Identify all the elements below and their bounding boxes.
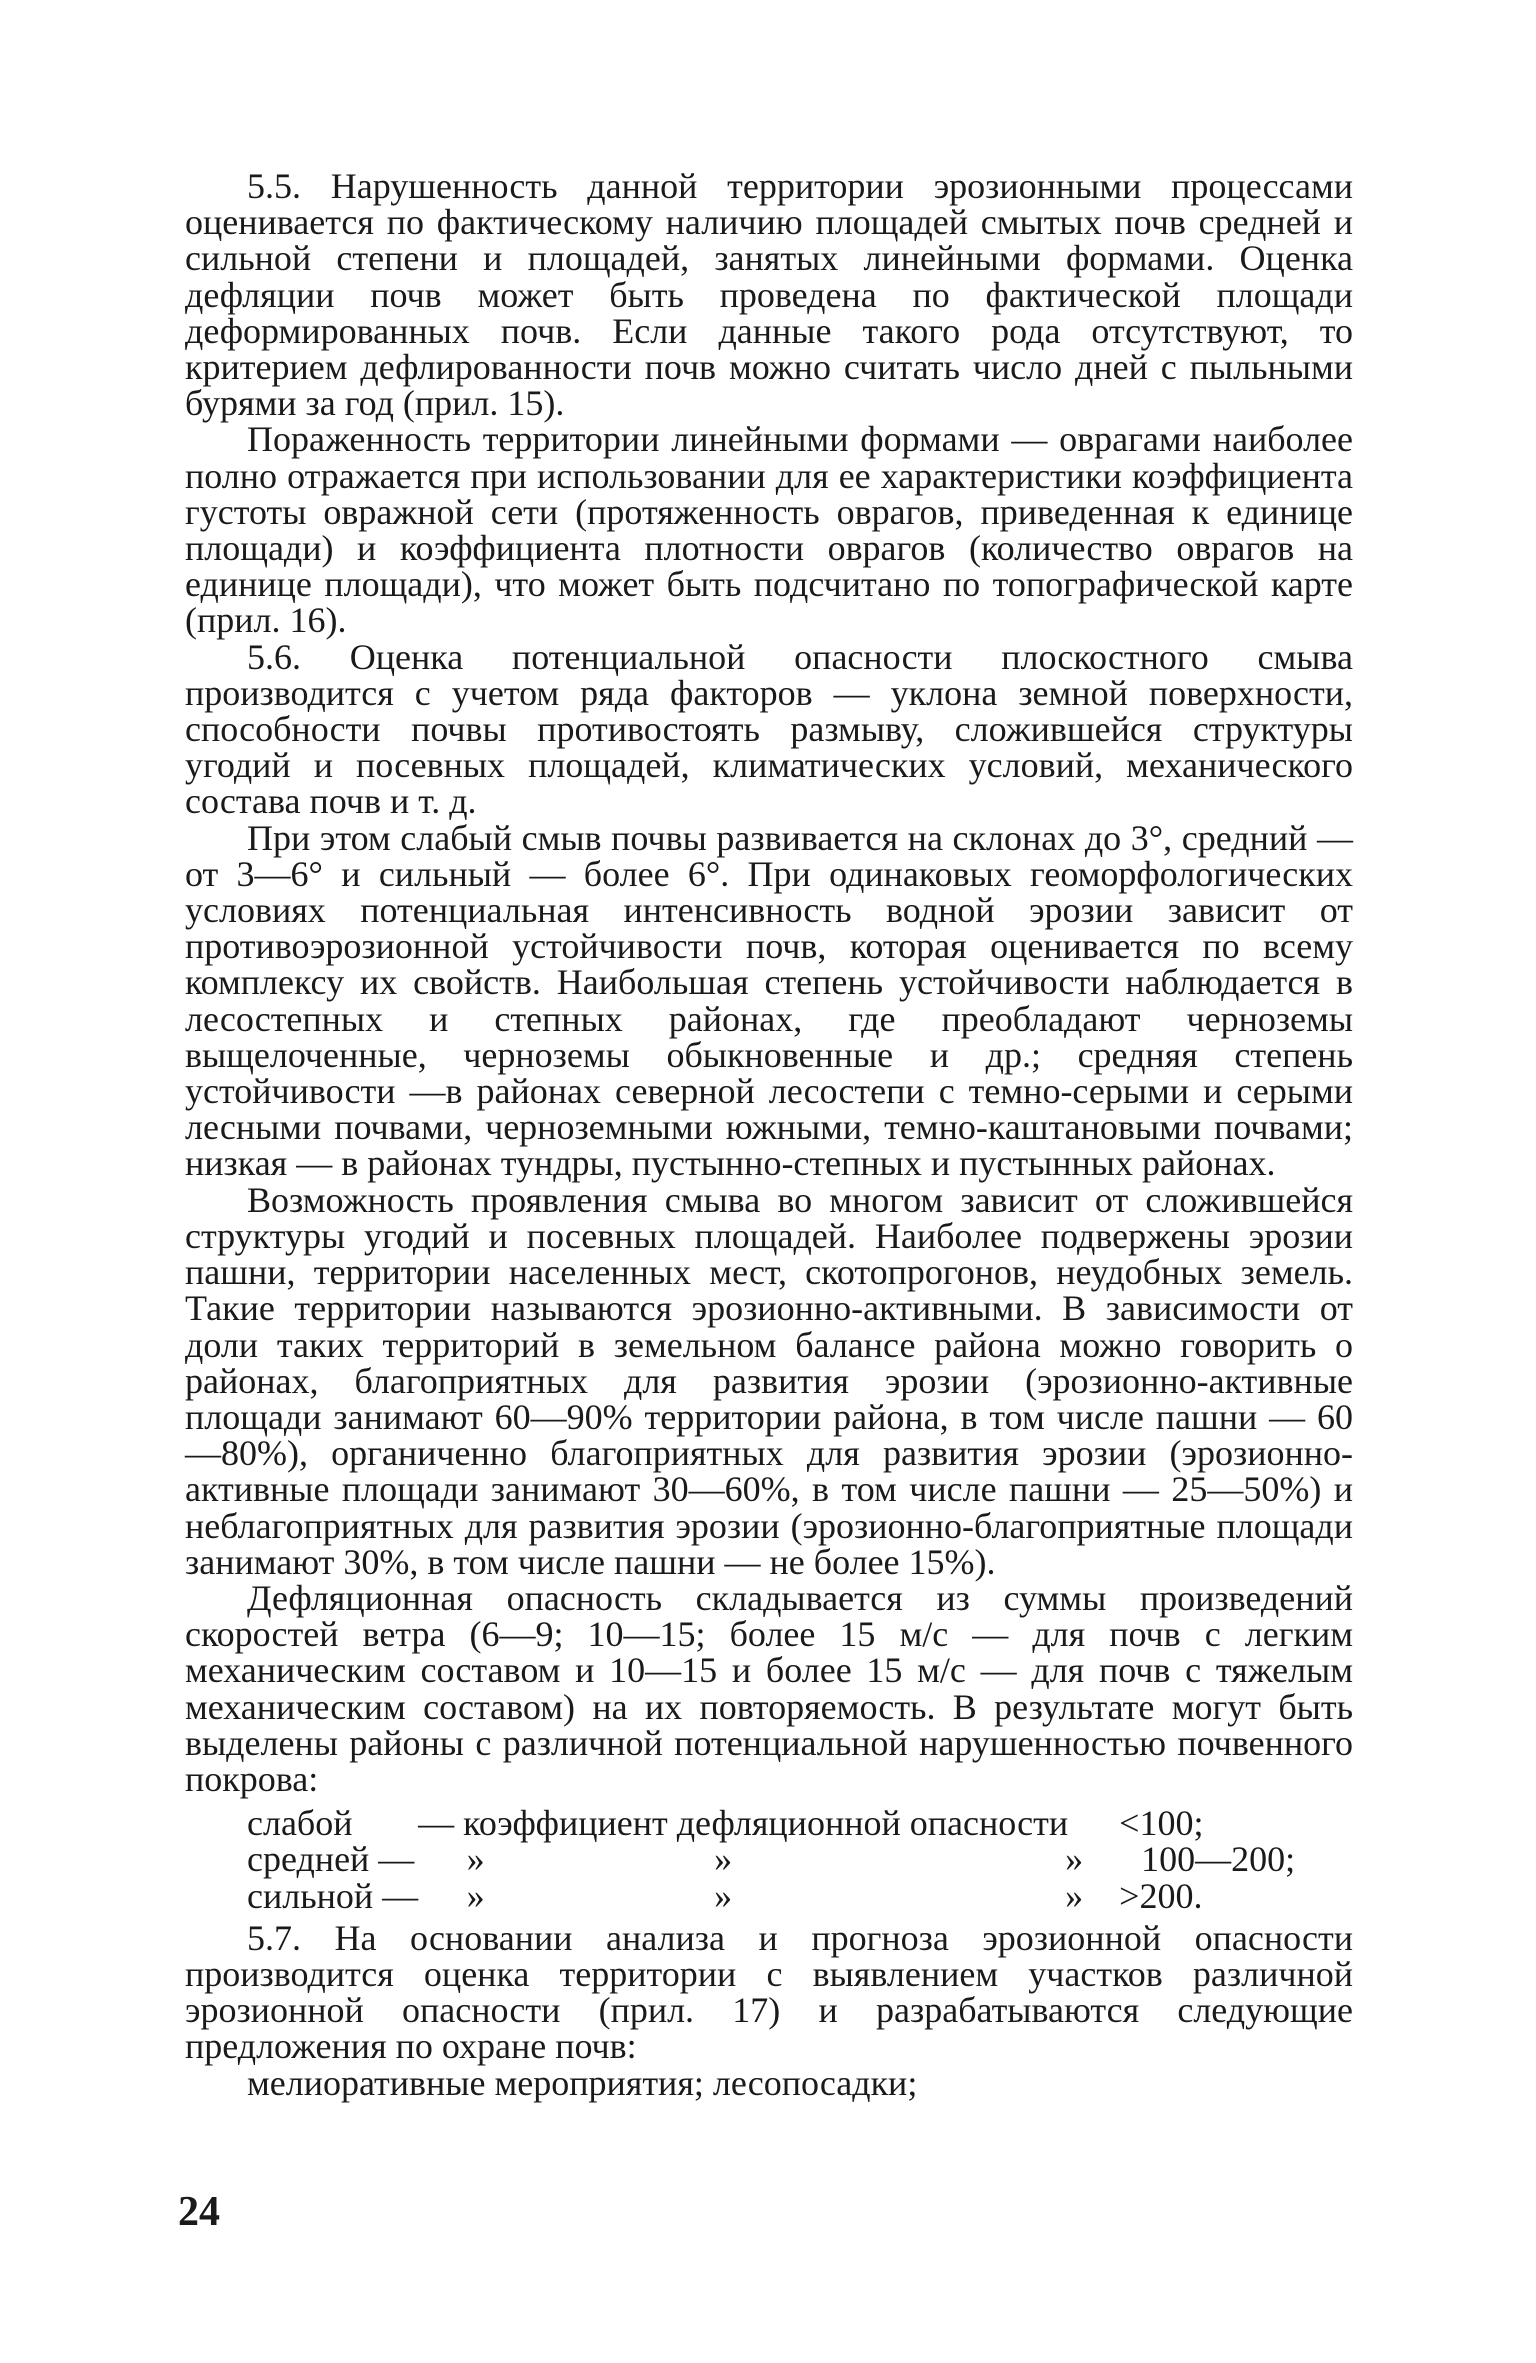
table-cell: <100; <box>1119 1803 1204 1844</box>
body-text <box>185 168 1353 2101</box>
table-cell: » <box>466 1839 485 1880</box>
table-cell: 100—200; <box>1141 1839 1296 1880</box>
paragraph-land-structure: Возможность проявления смыва во многом зависит от сложившейся структуры угодий и посевных площадей. Наиболее подвержены эрозии пашни, территории населенных мест, скотопрогонов, неудобных земель. Такие территории называются эрозионно-активными. В зависимости от доли таких территорий в земельном балансе района можно говорить о районах, благоприятных для развития эрозии (эрозионно-активные площади занимают 60—90% территории района, в том числе пашни — 60—80%), органиченно благоприятных для развития эрозии (эрозионно-активные площади занимают 30—60%, в том числе пашни — 25—50%) и неблагоприятных для развития эрозии (эрозионно-благоприятные площади занимают 30%, в том числе пашни — не более 15%). <box>185 1179 1353 1582</box>
table-cell: сильной — <box>247 1875 419 1916</box>
paragraph-slope-erosion: При этом слабый смыв почвы развивается на склонах до 3°, средний — от 3—6° и сильный — более 6°. При одинаковых геоморфологических условиях потенциальная интенсивность водной эрозии зависит от противоэрозионной устойчивости почв, которая оценивается по всему комплексу их свойств. Наибольшая степень устойчивости наблюдается в лесостепных и степных районах, где преобладают черноземы выщелоченные, черноземы обыкновенные и др.; средняя степень устойчивости —в районах северной лесостепи с темно-серыми и серыми лесными почвами, черноземными южными, темно-каштановыми почвами; низкая — в районах тундры, пустынно-степных и пустынных районах. <box>185 817 1353 1184</box>
table-cell: слабой <box>247 1803 353 1844</box>
table-cell: — коэффициент дефляционной опасности <box>418 1803 1069 1844</box>
deflation-classes-table <box>247 1805 1341 1914</box>
table-row <box>247 1841 1341 1877</box>
table-row <box>247 1805 1341 1841</box>
table-cell: >200. <box>1119 1875 1203 1916</box>
paragraph-5-7: 5.7. На основании анализа и прогноза эрозионной опасности производится оценка территории с выявлением участков различной эрозионной опасности (прил. 17) и разрабатываются следующие предложения по охране почв: <box>185 1917 1353 2067</box>
paragraph-measures: мелиоративные мероприятия; лесопосадки; <box>247 2062 918 2103</box>
paragraph-ravines: Пораженность территории линейными формами — оврагами наиболее полно отражается при использовании для ее характеристики коэффициента густоты овражной сети (протяженность оврагов, приведенная к единице площади) и коэффициента плотности оврагов (количество оврагов на единице площади), что может быть подсчитано по топографической карте (прил. 16). <box>185 419 1353 641</box>
table-cell: » <box>714 1839 733 1880</box>
paragraph-5-6: 5.6. Оценка потенциальной опасности плоскостного смыва производится с учетом ряда факторов — уклона земной поверхности, способности почвы противостоять размыву, сложившейся структуры угодий и посевных площадей, климатических условий, механического состава почв и т. д. <box>185 636 1353 822</box>
table-cell: средней — <box>247 1839 415 1880</box>
table-cell: » <box>1065 1839 1084 1880</box>
table-cell: » <box>466 1875 485 1916</box>
table-cell: » <box>714 1875 733 1916</box>
paragraph-5-5: 5.5. Нарушенность данной территории эрозионными процессами оценивается по фактическому наличию площадей смытых почв средней и сильной степени и площадей, занятых линейными формами. Оценка дефляции почв может быть проведена по фактической площади деформированных почв. Если данные такого рода отсутствуют, то критерием дефлированности почв можно считать число дней с пыльными бурями за год (прил. 15). <box>185 166 1353 424</box>
paragraph-deflation: Дефляционная опасность складывается из суммы произведений скоростей ветра (6—9; 10—15; более 15 м/с — для почв с легким механическим составом и 10—15 и более 15 м/с — для почв с тяжелым механическим составом) на их повторяемость. В результате могут быть выделены районы с различной потенциальной нарушенностью почвенного покрова: <box>185 1577 1353 1799</box>
table-row <box>247 1878 1341 1914</box>
table-cell: » <box>1065 1875 1084 1916</box>
page-number: 24 <box>178 2189 220 2235</box>
